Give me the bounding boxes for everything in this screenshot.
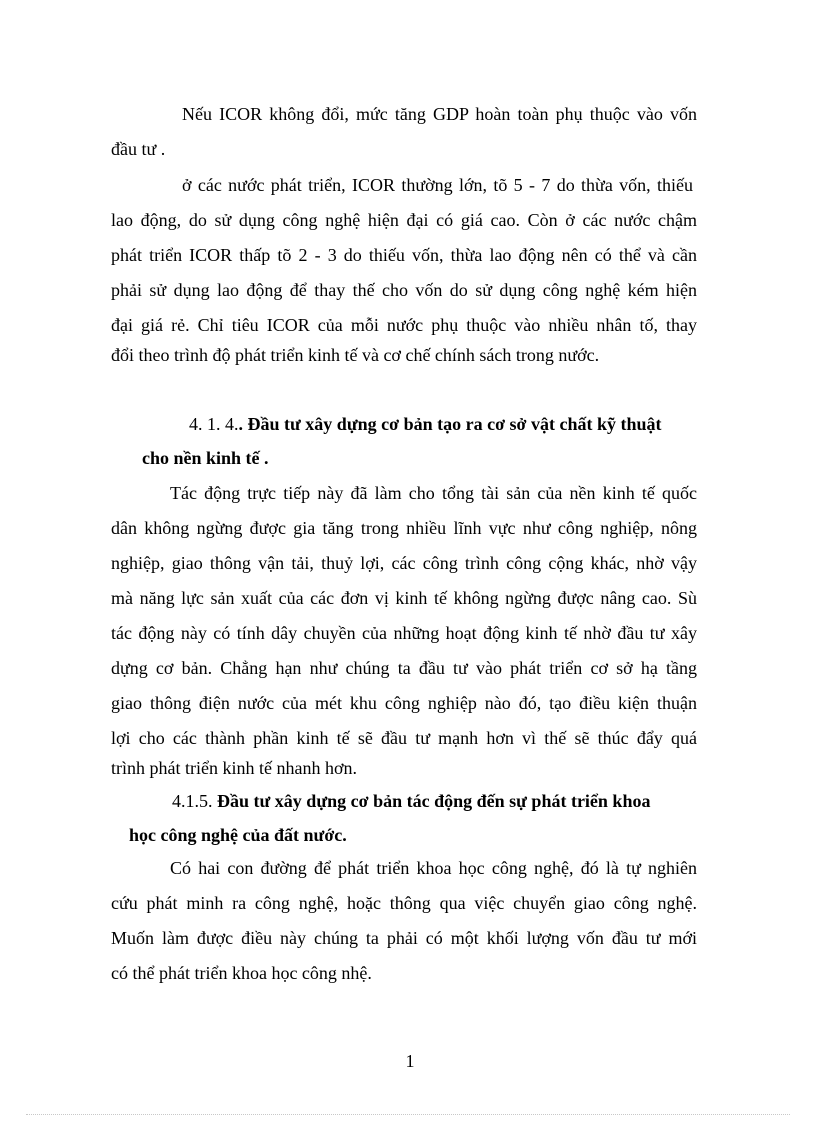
paragraph-line: đầu tư . [111,139,166,159]
section-title: Đầu tư xây dựng cơ bản tác động đến sự phát triển khoa [212,791,651,811]
paragraph-line: cứu phát minh ra công nghệ, hoặc thông qua việc chuyển giao công nghệ. [111,893,697,913]
paragraph-line: phát triển ICOR thấp tõ 2 - 3 do thiếu vốn, thừa lao động nên có thể và cần [111,245,697,265]
paragraph-line: Muốn làm được điều này chúng ta phải có một khối lượng vốn đầu tư mới [111,928,697,948]
footer-divider [26,1114,790,1115]
paragraph-line: Có hai con đường để phát triển khoa học công nghệ, đó là tự nghiên [170,858,697,878]
section-heading-4-1-4 [189,413,662,435]
paragraph-line: lao động, do sử dụng công nghệ hiện đại có giá cao. Còn ở các nước chậm [111,210,697,230]
section-title-continued: cho nền kinh tế . [142,448,269,468]
section-heading-4-1-5 [172,790,650,812]
paragraph-line: lợi cho các thành phần kinh tế sẽ đầu tư mạnh hơn vì thế sẽ thúc đẩy quá [111,728,697,748]
paragraph-line: dựng cơ bản. Chẳng hạn như chúng ta đầu tư vào phát triển cơ sở hạ tầng [111,658,697,678]
paragraph-line: đại giá rẻ. Chỉ tiêu ICOR của mỗi nước phụ thuộc vào nhiều nhân tố, thay [111,315,697,335]
paragraph-line: Tác động trực tiếp này đã làm cho tổng tài sản của nền kinh tế quốc [170,483,697,503]
paragraph-line: đổi theo trình độ phát triển kinh tế và cơ chế chính sách trong nước. [111,345,600,365]
paragraph-line: nghiệp, giao thông vận tải, thuỷ lợi, các công trình công cộng khác, nhờ vậy [111,553,697,573]
paragraph-line: giao thông điện nước của mét khu công nghiệp nào đó, tạo điều kiện thuận [111,693,697,713]
paragraph-line: có thể phát triển khoa học công nhệ. [111,963,372,983]
paragraph-line: dân không ngừng được gia tăng trong nhiều lĩnh vực như công nghiệp, nông [111,518,697,538]
page-number: 1 [405,1051,415,1071]
section-number: 4.1.5. [172,791,213,811]
paragraph-line: ở các nước phát triển, ICOR thường lớn, tõ 5 - 7 do thừa vốn, thiếu [182,175,693,195]
paragraph-line: tác động này có tính dây chuyền của những hoạt động kinh tế nhờ đầu tư xây [111,623,697,643]
section-title: . Đầu tư xây dựng cơ bản tạo ra cơ sở vật chất kỹ thuật [238,414,662,434]
paragraph-line: mà năng lực sản xuất của các đơn vị kinh tế không ngừng được nâng cao. Sù [111,588,697,608]
section-number: 4. 1. 4. [189,414,239,434]
paragraph-line: trình phát triển kinh tế nhanh hơn. [111,758,357,778]
section-title-continued: học công nghệ của đất nước. [129,825,347,845]
paragraph-line: Nếu ICOR không đổi, mức tăng GDP hoàn toàn phụ thuộc vào vốn [182,104,697,124]
paragraph-line: phải sử dụng lao động để thay thế cho vốn do sử dụng công nghệ kém hiện [111,280,697,300]
